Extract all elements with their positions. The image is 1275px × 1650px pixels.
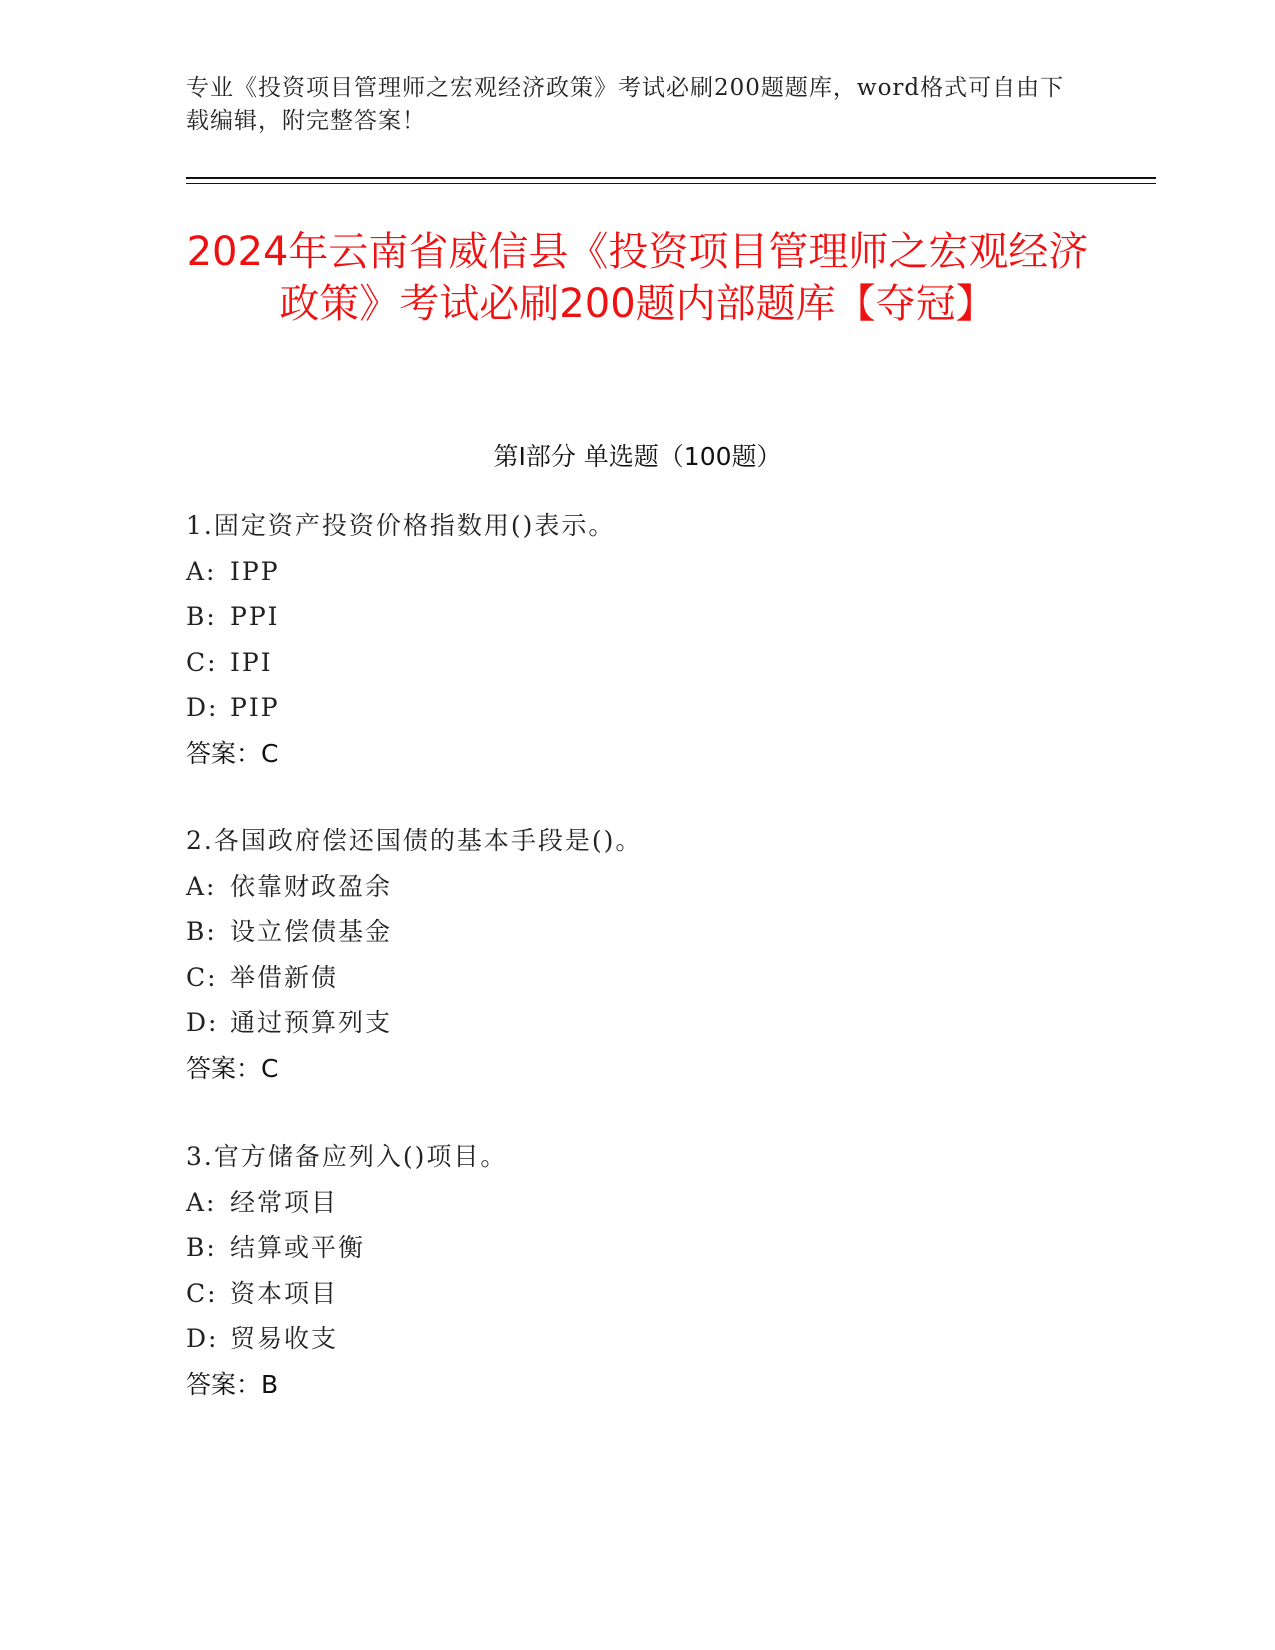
option-key: B: bbox=[186, 1233, 217, 1262]
option-key: B: bbox=[186, 917, 217, 946]
option-a bbox=[186, 864, 1086, 910]
question-stem: 1.固定资产投资价格指数用()表示。 bbox=[186, 511, 616, 540]
option-c bbox=[186, 640, 1086, 686]
option-c bbox=[186, 1271, 1086, 1317]
option-key: A: bbox=[186, 1187, 217, 1217]
question-1 bbox=[186, 503, 1086, 776]
option-text: 设立偿债基金 bbox=[230, 917, 393, 946]
option-key: D: bbox=[186, 1324, 219, 1353]
option-c bbox=[186, 955, 1086, 1001]
option-text: 通过预算列支 bbox=[230, 1008, 393, 1037]
option-text: 结算或平衡 bbox=[230, 1233, 366, 1262]
header-divider-thick bbox=[186, 177, 1156, 179]
option-text: IPI bbox=[230, 647, 273, 677]
option-key: C: bbox=[186, 647, 218, 677]
question-stem: 2.各国政府偿还国债的基本手段是()。 bbox=[186, 826, 643, 855]
option-text: 资本项目 bbox=[230, 1278, 339, 1308]
option-a bbox=[186, 1180, 1086, 1226]
option-b bbox=[186, 909, 1086, 955]
option-b bbox=[186, 594, 1086, 640]
option-text: 经常项目 bbox=[230, 1187, 339, 1217]
option-text: PPI bbox=[230, 602, 280, 631]
option-text: 依靠财政盈余 bbox=[230, 871, 393, 901]
question-stem: 3.官方储备应列入()项目。 bbox=[186, 1142, 508, 1171]
option-key: D: bbox=[186, 1008, 219, 1037]
question-3 bbox=[186, 1134, 1086, 1407]
option-key: A: bbox=[186, 871, 217, 901]
answer: 答案：B bbox=[186, 1369, 279, 1399]
question-2 bbox=[186, 818, 1086, 1091]
option-a bbox=[186, 549, 1086, 595]
option-key: D: bbox=[186, 693, 219, 722]
option-key: C: bbox=[186, 1278, 218, 1308]
option-d bbox=[186, 685, 1086, 731]
option-text: IPP bbox=[230, 556, 280, 586]
section-title: 第I部分 单选题（100题） bbox=[493, 442, 782, 471]
answer: 答案：C bbox=[186, 738, 279, 768]
option-text: PIP bbox=[230, 693, 280, 722]
option-b bbox=[186, 1225, 1086, 1271]
option-d bbox=[186, 1000, 1086, 1046]
option-d bbox=[186, 1316, 1086, 1362]
option-key: B: bbox=[186, 602, 217, 631]
option-text: 贸易收支 bbox=[230, 1324, 339, 1353]
option-key: C: bbox=[186, 962, 218, 992]
answer: 答案：C bbox=[186, 1053, 279, 1083]
header-note: 专业《投资项目管理师之宏观经济政策》考试必刷200题题库，word格式可自由下载编辑，附完整答案！ bbox=[186, 75, 1065, 134]
header-divider-thin bbox=[186, 183, 1156, 184]
document-title: 2024年云南省威信县《投资项目管理师之宏观经济政策》考试必刷200题内部题库【夺冠】 bbox=[186, 229, 1089, 327]
option-text: 举借新债 bbox=[230, 962, 339, 992]
option-key: A: bbox=[186, 556, 217, 586]
